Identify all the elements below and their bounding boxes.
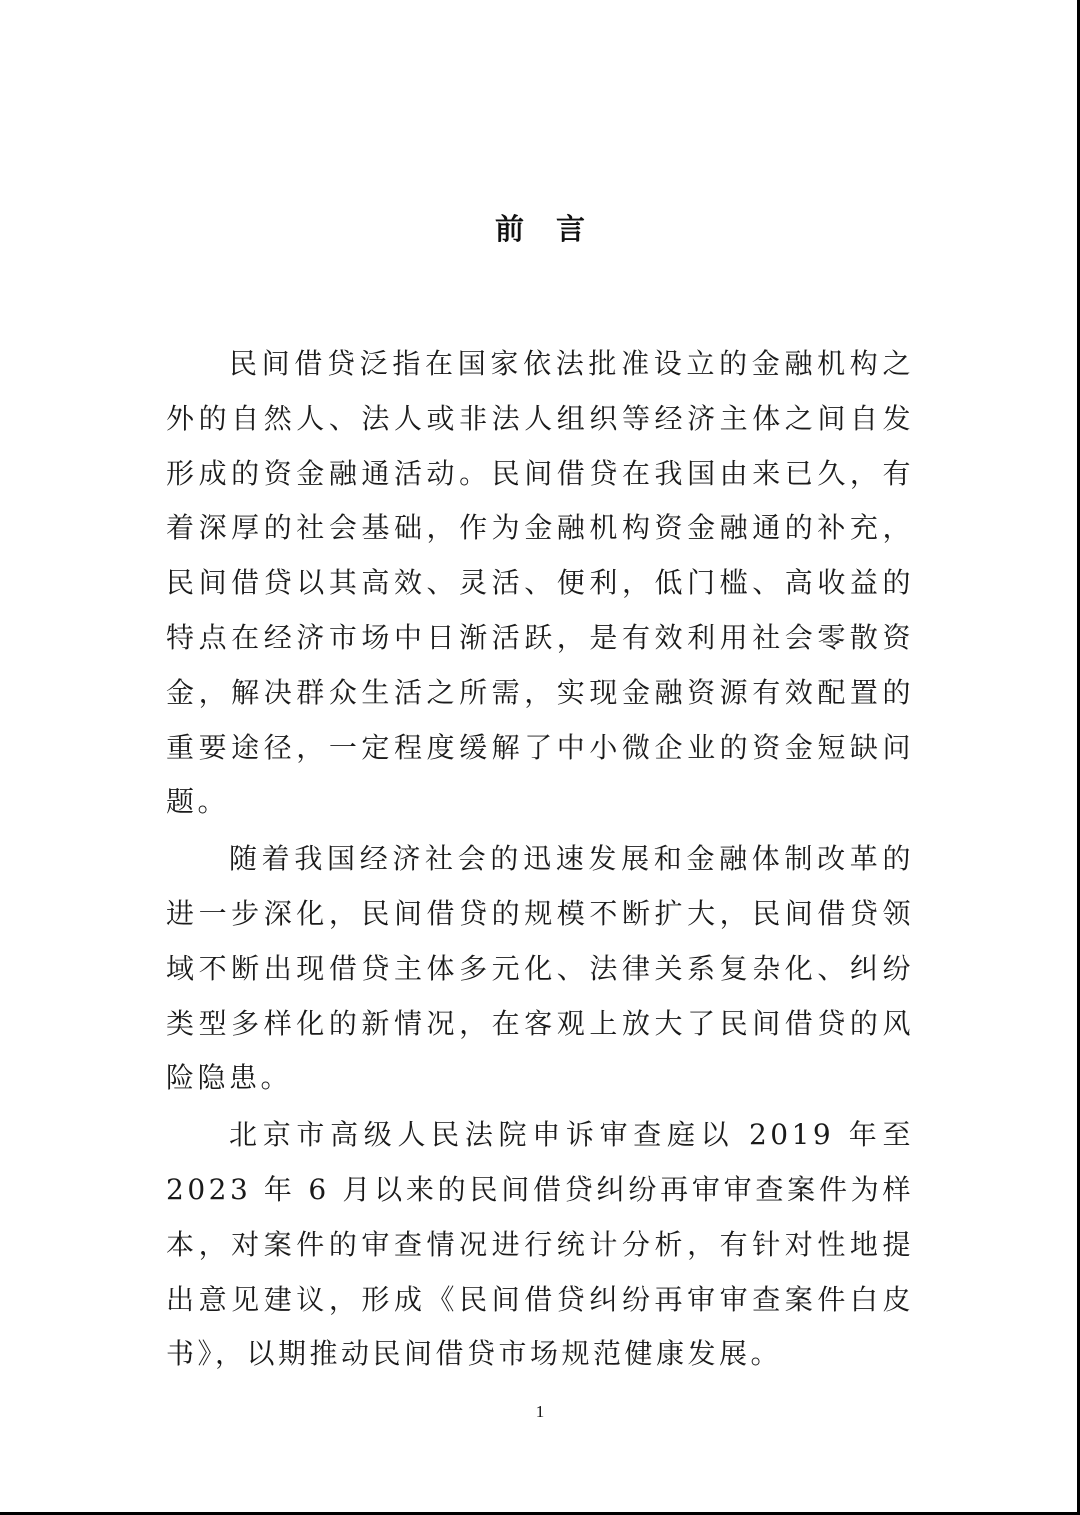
document-title: 前言 xyxy=(494,212,617,246)
paragraph-3: 北京市高级人民法院申诉审查庭以 2019 年至 2023 年 6 月以来的民间借贷纠纷再审审查案件为样本，对案件的审查情况进行统计分析，有针对性地提出意见建议，形成《民间借贷纠纷再审审查案件白皮书》，以期推动民间借贷市场规范健康发展。 xyxy=(166,1118,914,1371)
paragraph-2: 随着我国经济社会的迅速发展和金融体制改革的进一步深化，民间借贷的规模不断扩大，民间借贷领域不断出现借贷主体多元化、法律关系复杂化、纠纷类型多样化的新情况，在客观上放大了民间借贷的风险隐患。 xyxy=(166,842,914,1095)
page-number: 1 xyxy=(535,1402,545,1421)
paragraph-1: 民间借贷泛指在国家依法批准设立的金融机构之外的自然人、法人或非法人组织等经济主体之间自发形成的资金融通活动。民间借贷在我国由来已久，有着深厚的社会基础，作为金融机构资金融通的补充，民间借贷以其高效、灵活、便利，低门槛、高收益的特点在经济市场中日渐活跃，是有效利用社会零散资金，解决群众生活之所需，实现金融资源有效配置的重要途径，一定程度缓解了中小微企业的资金短缺问题。 xyxy=(166,347,914,819)
document-body xyxy=(166,337,914,1384)
